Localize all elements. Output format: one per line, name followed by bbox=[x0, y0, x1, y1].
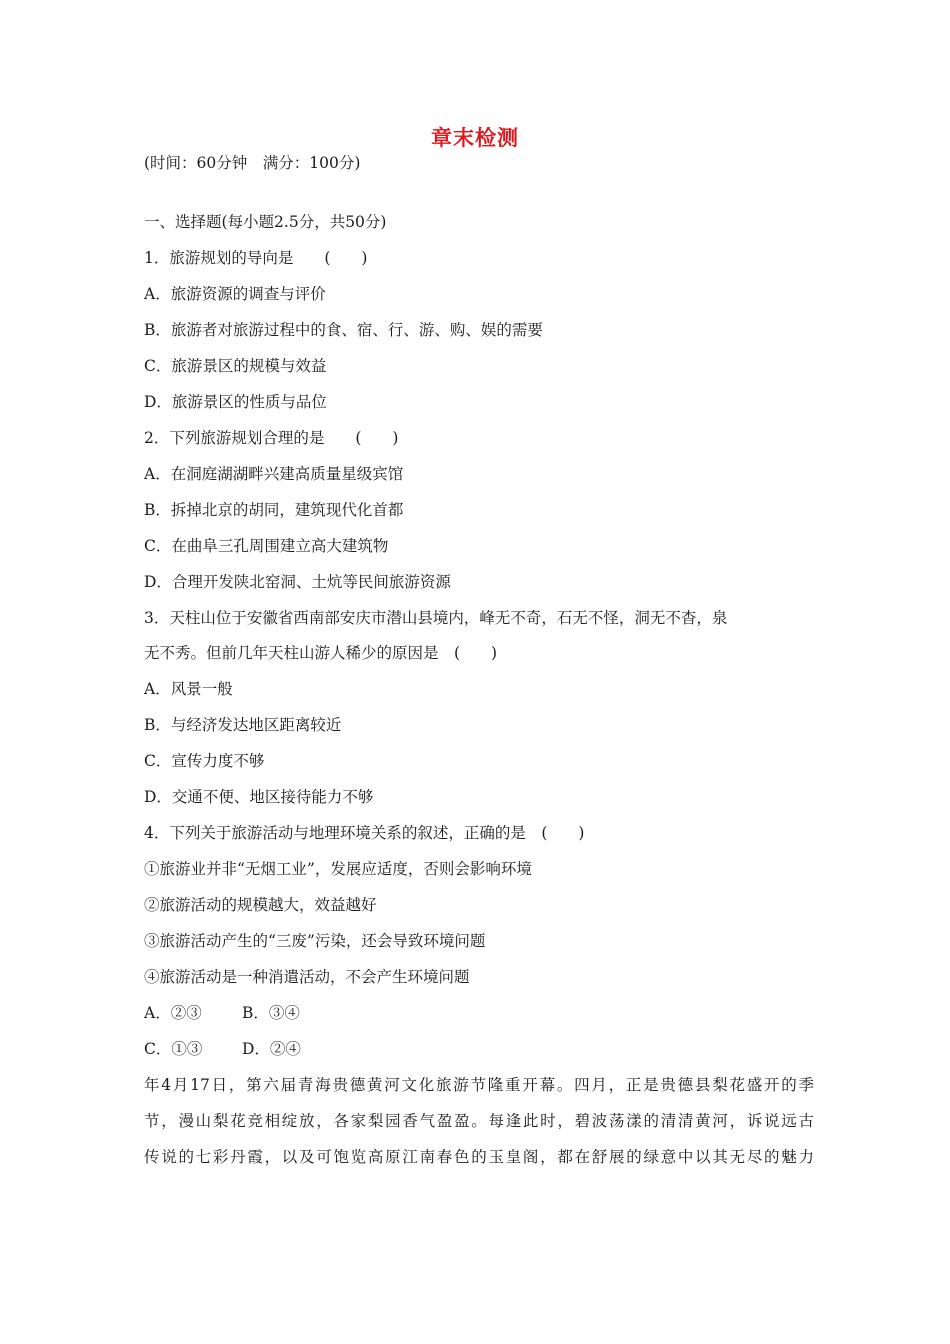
question-4-stem: 4．下列关于旅游活动与地理环境关系的叙述，正确的是 ( ) bbox=[144, 824, 585, 842]
question-4-option-a: A．②③ bbox=[144, 1004, 202, 1022]
exam-info: (时间：60分钟 满分：100分) bbox=[144, 154, 361, 172]
question-3-option-a: A．风景一般 bbox=[144, 680, 233, 698]
passage-line-3: 传说的七彩丹霞，以及可饱览高原江南春色的玉皇阁，都在舒展的绿意中以其无尽的魅力 bbox=[144, 1148, 814, 1166]
question-1-option-b: B．旅游者对旅游过程中的食、宿、行、游、购、娱的需要 bbox=[144, 321, 543, 339]
question-2-option-d: D．合理开发陕北窑洞、土炕等民间旅游资源 bbox=[144, 573, 451, 591]
question-2-option-c: C．在曲阜三孔周围建立高大建筑物 bbox=[144, 537, 389, 555]
question-3-option-b: B．与经济发达地区距离较近 bbox=[144, 716, 342, 734]
question-2-stem: 2．下列旅游规划合理的是 ( ) bbox=[144, 429, 399, 447]
question-3-stem-line-2: 无不秀。但前几年天柱山游人稀少的原因是 ( ) bbox=[144, 644, 498, 662]
passage-line-1: 年4月17日，第六届青海贵德黄河文化旅游节隆重开幕。四月，正是贵德县梨花盛开的季 bbox=[144, 1076, 814, 1094]
question-4-option-b: B．③④ bbox=[242, 1004, 300, 1022]
reading-passage bbox=[144, 1067, 814, 1175]
question-4-options-row-2 bbox=[144, 1039, 301, 1059]
question-1-stem: 1．旅游规划的导向是 ( ) bbox=[144, 249, 368, 267]
section-heading: 一、选择题(每小题2.5分，共50分) bbox=[144, 213, 387, 231]
question-3-option-c: C．宣传力度不够 bbox=[144, 752, 265, 770]
question-4-statement-1: ①旅游业并非“无烟工业”，发展应适度，否则会影响环境 bbox=[144, 860, 532, 878]
question-4-option-c: C．①③ bbox=[144, 1040, 203, 1058]
question-2-option-a: A．在洞庭湖湖畔兴建高质量星级宾馆 bbox=[144, 465, 404, 483]
question-4-statement-4: ④旅游活动是一种消遣活动，不会产生环境问题 bbox=[144, 968, 470, 986]
question-4-option-d: D．②④ bbox=[242, 1040, 301, 1058]
question-3-stem-line-1: 3．天柱山位于安徽省西南部安庆市潜山县境内，峰无不奇，石无不怪，洞无不杳，泉 bbox=[144, 609, 728, 627]
question-1-option-d: D．旅游景区的性质与品位 bbox=[144, 393, 327, 411]
question-3-option-d: D．交通不便、地区接待能力不够 bbox=[144, 788, 374, 806]
question-4-statement-3: ③旅游活动产生的“三废”污染，还会导致环境问题 bbox=[144, 932, 486, 950]
question-1-option-a: A．旅游资源的调查与评价 bbox=[144, 285, 326, 303]
passage-line-2: 节，漫山梨花竞相绽放，各家梨园香气盈盈。每逢此时，碧波荡漾的清清黄河，诉说远古 bbox=[144, 1112, 814, 1130]
question-1-option-c: C．旅游景区的规模与效益 bbox=[144, 357, 327, 375]
document-title: 章末检测 bbox=[431, 125, 519, 150]
question-4-options-row-1 bbox=[144, 1003, 300, 1023]
question-4-statement-2: ②旅游活动的规模越大，效益越好 bbox=[144, 896, 377, 914]
question-2-option-b: B．拆掉北京的胡同，建筑现代化首都 bbox=[144, 501, 404, 519]
